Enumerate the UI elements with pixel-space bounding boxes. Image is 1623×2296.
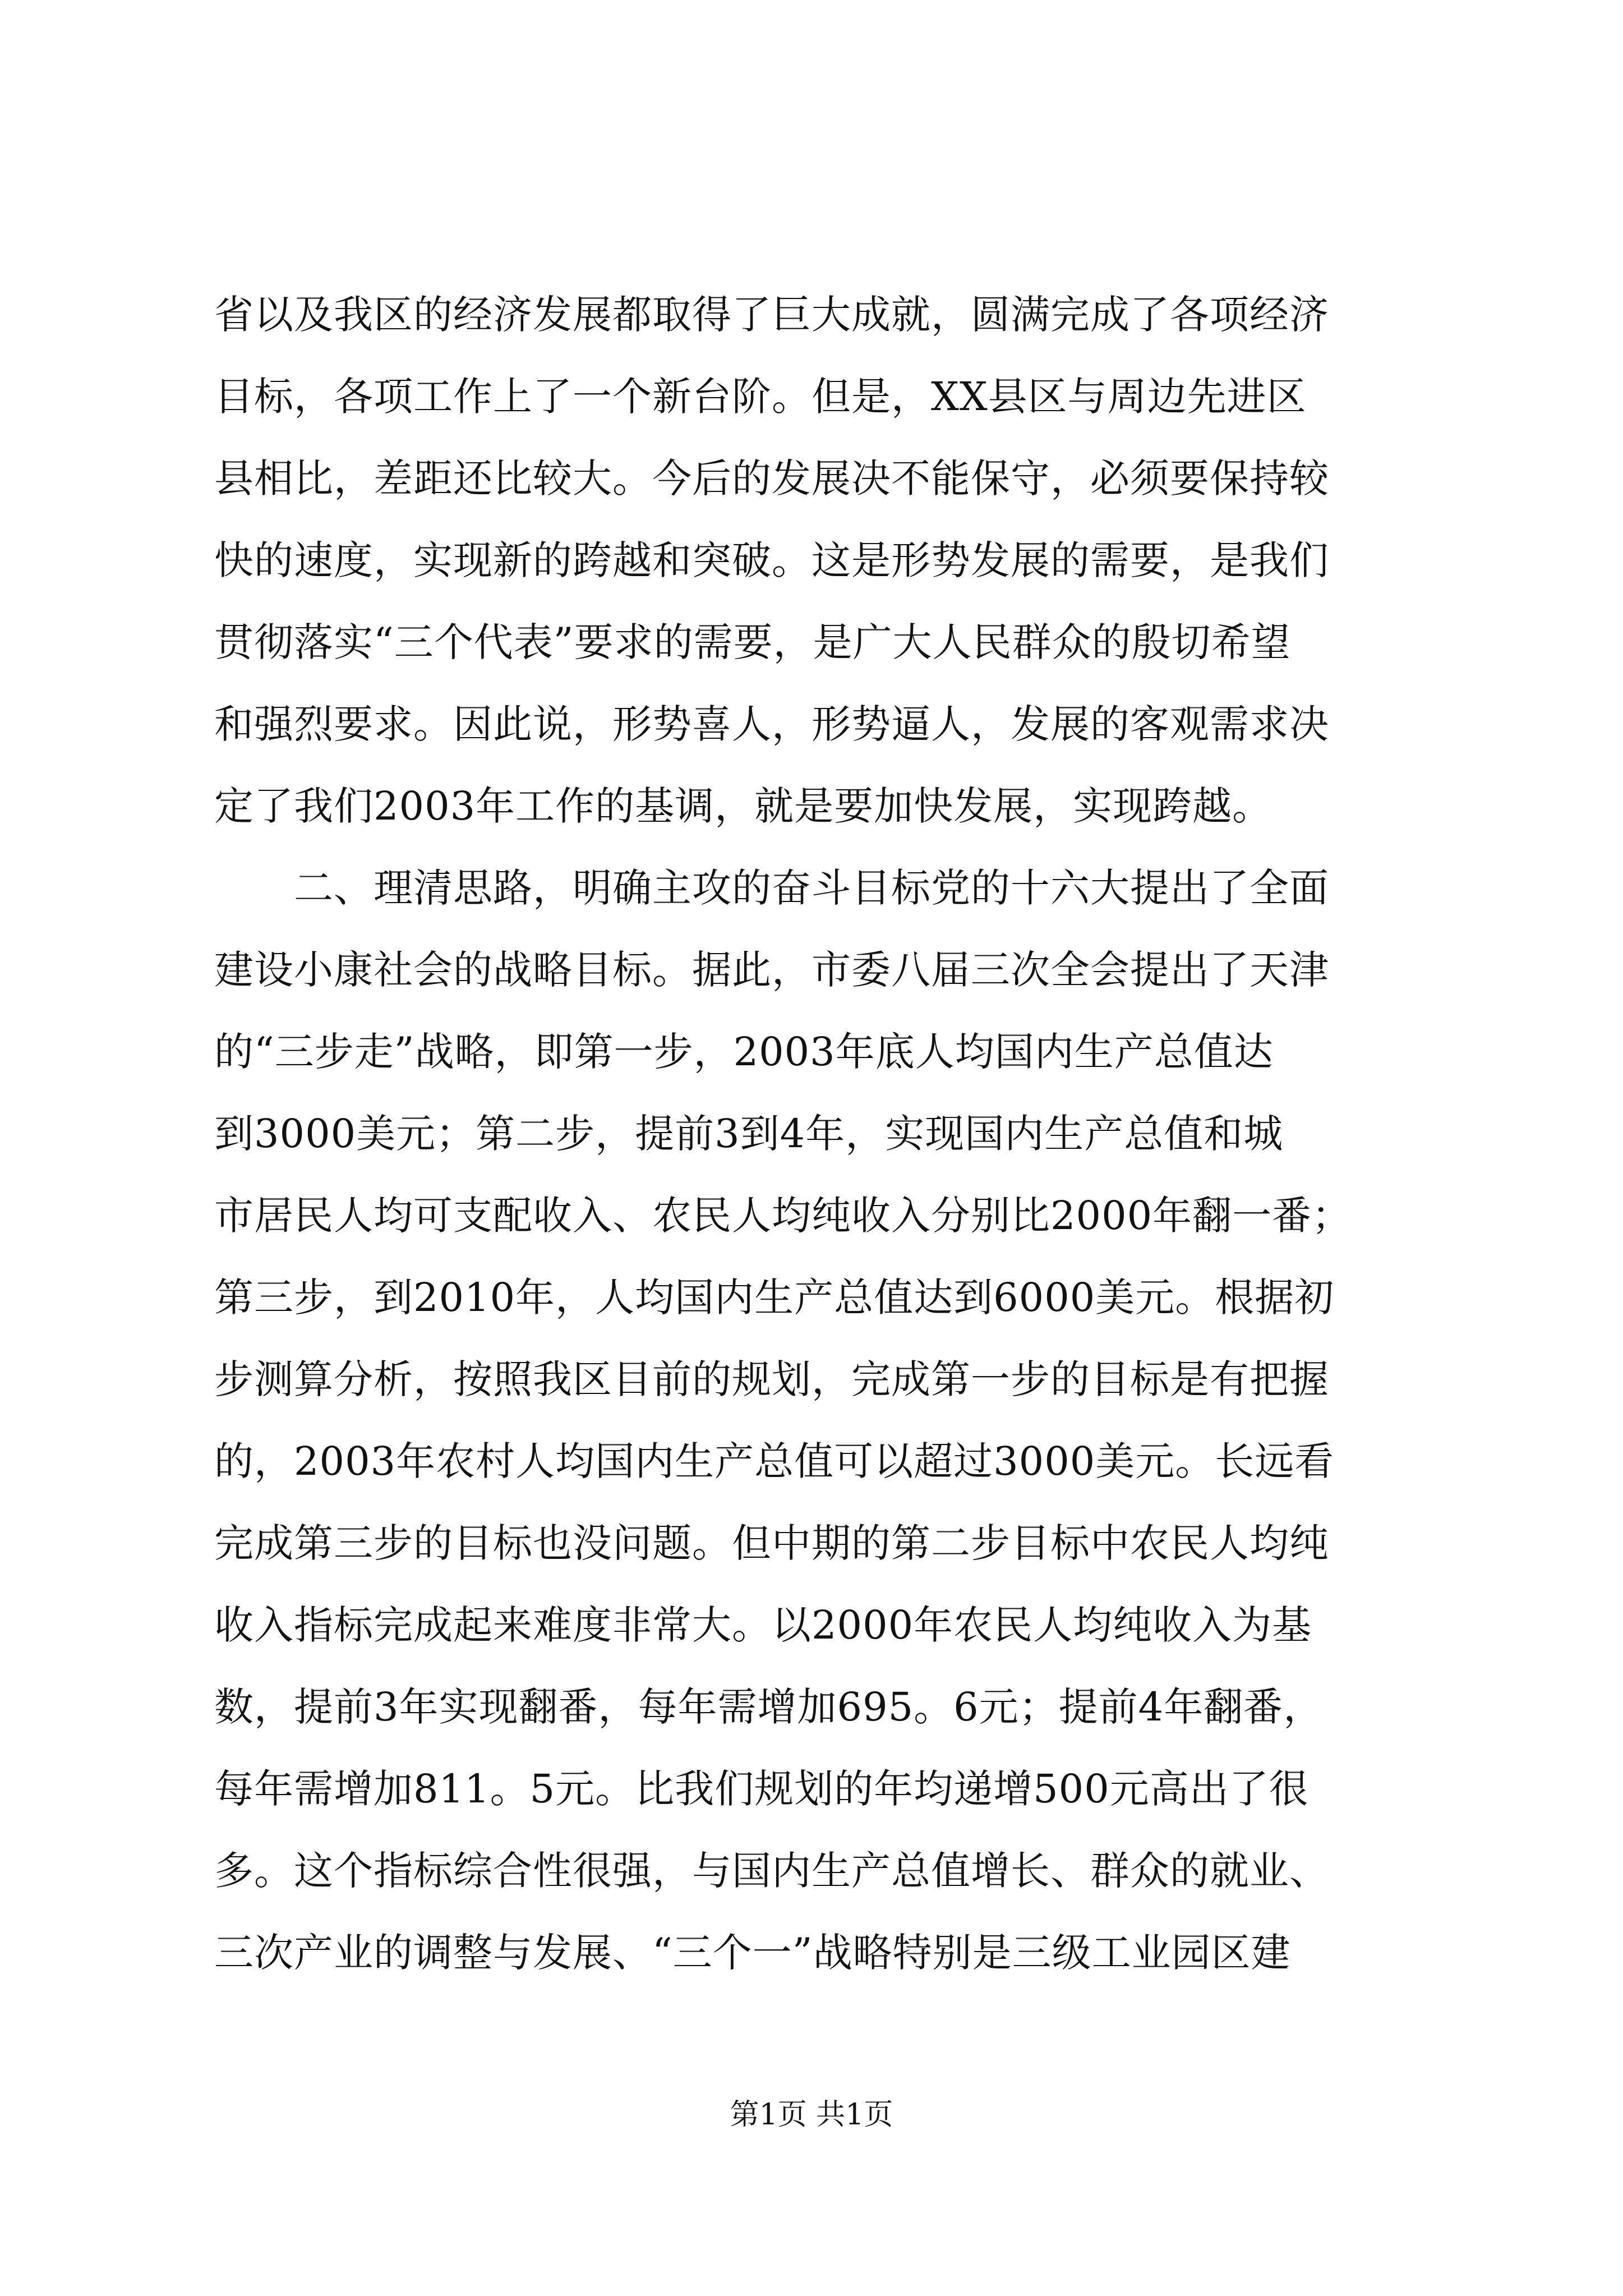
text-line: 三次产业的调整与发展、“三个一”战略特别是三级工业园区建	[214, 1930, 1291, 1976]
text-line: 快的速度，实现新的跨越和突破。这是形势发展的需要，是我们	[214, 537, 1329, 583]
text-line: 步测算分析，按照我区目前的规划，完成第一步的目标是有把握	[214, 1356, 1329, 1402]
text-line: 二、理清思路，明确主攻的奋斗目标党的十六大提出了全面	[214, 865, 1329, 911]
body-text	[214, 274, 1420, 1994]
text-line: 每年需增加811。5元。比我们规划的年均递增500元高出了很	[214, 1766, 1309, 1812]
text-line: 县相比，差距还比较大。今后的发展决不能保守，必须要保持较	[214, 455, 1329, 501]
text-line: 到3000美元；第二步，提前3到4年，实现国内生产总值和城	[214, 1111, 1284, 1157]
text-line: 第三步，到2010年，人均国内生产总值达到6000美元。根据初	[214, 1274, 1335, 1320]
text-line: 收入指标完成起来难度非常大。以2000年农民人均纯收入为基	[214, 1602, 1312, 1648]
text-line: 多。这个指标综合性很强，与国内生产总值增长、群众的就业、	[214, 1848, 1329, 1894]
text-line: 和强烈要求。因此说，形势喜人，形势逼人，发展的客观需求决	[214, 701, 1329, 747]
text-line: 贯彻落实“三个代表”要求的需要，是广大人民群众的殷切希望	[214, 619, 1291, 665]
text-line: 数，提前3年实现翻番，每年需增加695。6元；提前4年翻番，	[214, 1684, 1324, 1730]
text-line: 的“三步走”战略，即第一步，2003年底人均国内生产总值达	[214, 1029, 1274, 1075]
text-line: 完成第三步的目标也没问题。但中期的第二步目标中农民人均纯	[214, 1520, 1329, 1566]
text-line: 目标，各项工作上了一个新台阶。但是，XX县区与周边先进区	[214, 374, 1307, 420]
text-line: 建设小康社会的战略目标。据此，市委八届三次全会提出了天津	[214, 947, 1329, 993]
page-footer: 第1页 共1页	[730, 2098, 893, 2132]
text-line: 定了我们2003年工作的基调，就是要加快发展，实现跨越。	[214, 783, 1272, 829]
text-line: 的，2003年农村人均国内生产总值可以超过3000美元。长远看	[214, 1438, 1335, 1484]
text-line: 省以及我区的经济发展都取得了巨大成就，圆满完成了各项经济	[214, 292, 1329, 338]
text-line: 市居民人均可支配收入、农民人均纯收入分别比2000年翻一番；	[214, 1193, 1352, 1239]
